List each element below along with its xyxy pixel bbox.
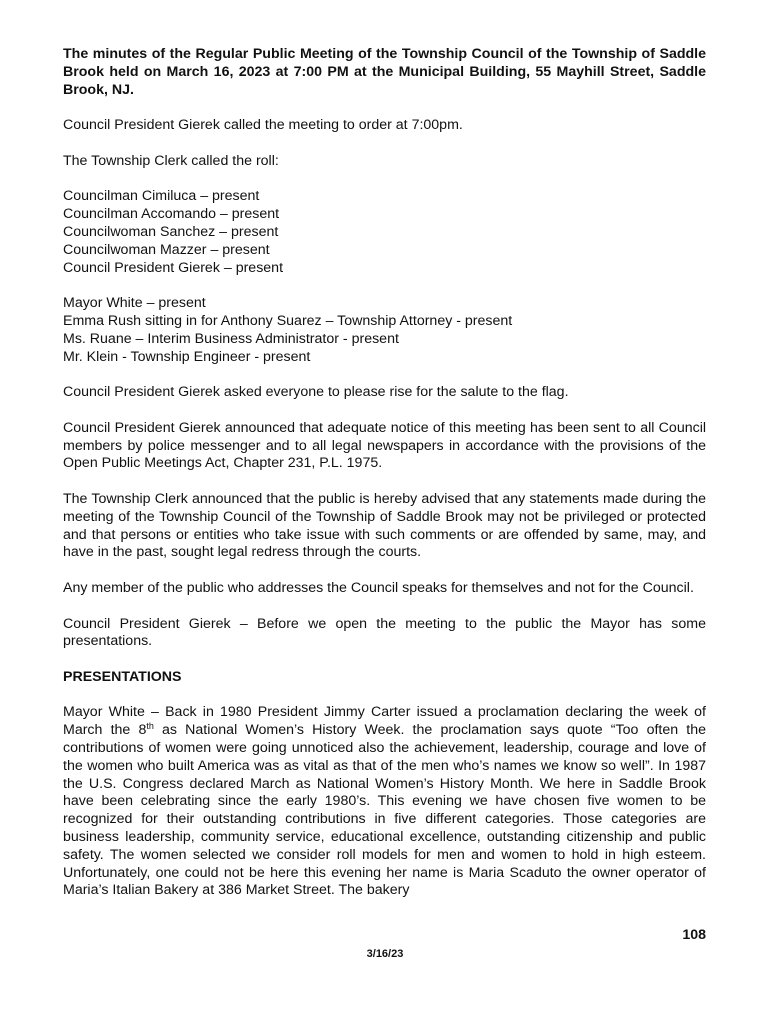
salute-paragraph: Council President Gierek asked everyone to please rise for the salute to the flag. [63, 384, 569, 401]
mayor-text-part-2: as National Women’s History Week. the proclamation says quote “Too often the contributions of women were going unnoticed also the achievement, leadership, courage and love of the women who built America was as vital as that of the men who’s names we know so well”. In 1987 the U.S. Congress declared March as National Women’s History Month. We here in Saddle Brook have been celebrating since the early 1980’s. This evening we have chosen five women to be recognized for their outstanding contributions in five different categories. Those categories are business leadership, community service, educational excellence, outstanding citizenship and public safety. The women selected we consider roll models for men and women to hold in high esteem. Unfortunately, one could not be here this evening her name is Maria Scaduto the owner operator of Maria’s Italian Bakery at 386 Market Street. The bakery [63, 722, 707, 899]
roll-entry: Councilman Cimiluca – present [63, 188, 260, 205]
roll-entry: Council President Gierek – present [63, 259, 284, 276]
page-number: 108 [682, 927, 706, 943]
public-statement-paragraph: Any member of the public who addresses the Council speaks for themselves and not for the Council. [63, 579, 694, 596]
footer-date: 3/16/23 [366, 948, 404, 960]
before-open-paragraph: Council President Gierek – Before we open the meeting to the public the Mayor has some presentations. [63, 615, 706, 650]
mayor-text-part-1: Mayor White – Back in 1980 President Jimmy Carter issued a proclamation declaring the week of March the 8 [63, 704, 706, 739]
council-roll-list [63, 188, 706, 277]
roll-intro-paragraph: The Township Clerk called the roll: [63, 152, 279, 169]
ordinal-suffix: th [146, 721, 154, 732]
roll-entry: Emma Rush sitting in for Anthony Suarez – Township Attorney - present [63, 312, 513, 329]
advisory-paragraph: The Township Clerk announced that the public is hereby advised that any statements made during the meeting of the Township Council of the Township of Saddle Brook may not be privileged or protected and that persons or entities who take issue with such comments or are offended by same, may, and have in the past, sought legal redress through the courts. [63, 490, 706, 561]
officials-roll-list [63, 295, 706, 366]
document-page [63, 46, 706, 918]
roll-entry: Councilwoman Sanchez – present [63, 223, 279, 240]
call-to-order-paragraph: Council President Gierek called the meeting to order at 7:00pm. [63, 117, 463, 134]
roll-entry: Councilwoman Mazzer – present [63, 241, 270, 258]
document-title: The minutes of the Regular Public Meeting of the Township Council of the Township of Saddle Brook held on March 16, 2023 at 7:00 PM at the Municipal Building, 55 Mayhill Street, Saddle Brook, NJ. [63, 46, 706, 98]
roll-entry: Ms. Ruane – Interim Business Administrator - present [63, 330, 399, 347]
mayor-presentation-paragraph [63, 704, 706, 900]
roll-entry: Mayor White – present [63, 295, 206, 312]
roll-entry: Mr. Klein - Township Engineer - present [63, 348, 311, 365]
notice-paragraph: Council President Gierek announced that adequate notice of this meeting has been sent to all Council members by police messenger and to all legal newspapers in accordance with the provisions of the Open Public Meetings Act, Chapter 231, P.L. 1975. [63, 419, 706, 472]
presentations-heading: PRESENTATIONS [63, 668, 182, 685]
roll-entry: Councilman Accomando – present [63, 206, 280, 223]
